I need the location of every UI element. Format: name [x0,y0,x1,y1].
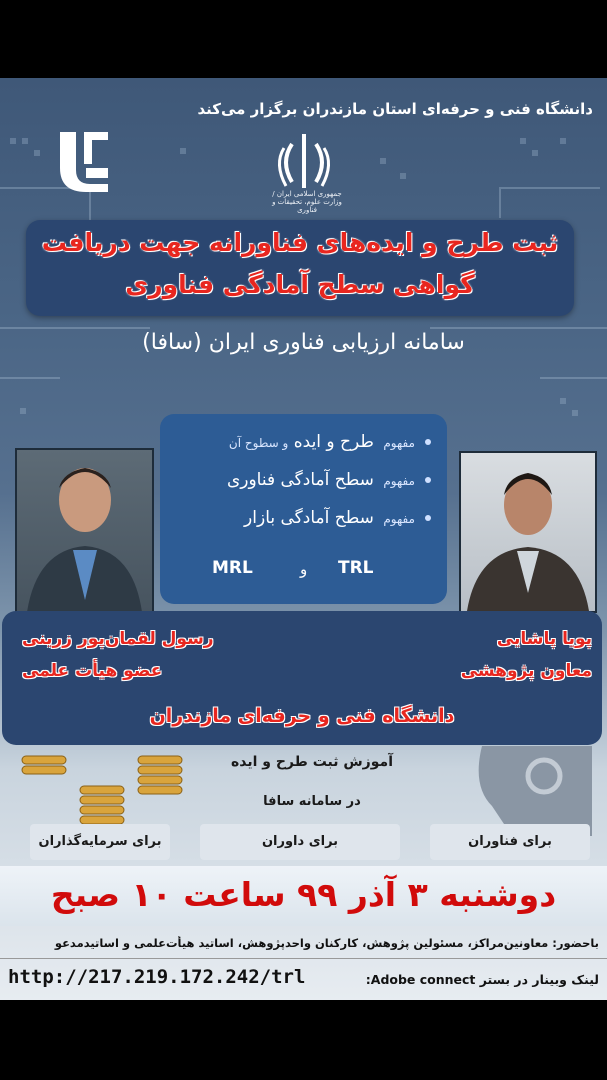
attendees-text: باحضور: معاونین‌مراکز، مسئولین پژوهش، کارکنان واحدپژوهش، اساتید هیأت‌علمی و اساتیدمدعو [54,936,599,950]
training-line-2: در سامانه سافا [263,794,361,809]
webinar-label: لینک وبینار در بستر Adobe connect: [365,972,599,987]
iran-emblem-icon [270,130,338,192]
and-label: و [300,560,308,578]
bullet-dot-icon [425,439,431,445]
trl-label: TRL [338,558,374,578]
person-right-icon [461,453,595,611]
bullet-dot-icon [425,477,431,483]
topic-text: سطح آمادگی فناوری [226,470,374,490]
organizer-text: دانشگاه فنی و حرفه‌ای استان مازندران برگزار می‌کند [197,100,593,118]
topics-box [160,414,447,604]
topic-item [227,470,431,496]
coins-icon [18,746,188,836]
topic-prefix: مفهوم [383,474,415,488]
mrl-label: MRL [212,558,253,578]
speaker-photo-right [459,451,597,613]
event-date: دوشنبه ۳ آذر ۹۹ ساعت ۱۰ صبح [50,875,557,914]
poster [0,78,607,1000]
topic-suffix: و سطوح آن [228,436,289,450]
subtitle: سامانه ارزیابی فناوری ایران (سافا) [142,330,465,355]
audience-investors: برای سرمایه‌گذاران [30,824,170,860]
title-line-1: ثبت طرح و ایده‌های فناورانه جهت دریافت [41,228,559,257]
speaker-right-role: معاون پژوهشی [460,661,592,681]
title-line-2: گواهی سطح آمادگی فناوری [125,270,475,299]
audience-technologists: برای فناوران [430,824,590,860]
divider [0,958,607,959]
webinar-link[interactable]: http://217.219.172.242/trl [8,966,306,988]
title-box [26,220,574,316]
speakers-box [2,611,602,745]
bullet-dot-icon [425,515,431,521]
speaker-left-role: عضو هیأت علمی [22,661,163,681]
person-left-icon [17,450,152,612]
topic-text: سطح آمادگی بازار [244,508,374,528]
emblem-caption: جمهوری اسلامی ایران / وزارت علوم، تحقیقات و فناوری [272,190,342,214]
audience-reviewers: برای داوران [200,824,400,860]
university-name: دانشگاه فنی و حرفه‌ای مازندران [149,705,455,727]
speaker-right-name: پویا پاشایی [496,629,592,649]
head-gears-icon [452,746,592,836]
speaker-left-name: رسول لقمان‌پور زرینی [22,629,214,649]
topic-item [225,432,431,458]
university-logo-icon [48,124,120,196]
topic-prefix: مفهوم [383,436,415,450]
speaker-photo-left [15,448,154,614]
topic-item [244,508,431,534]
topic-text: طرح و ایده [293,432,374,452]
training-line-1: آموزش ثبت طرح و ایده [230,754,393,770]
topic-prefix: مفهوم [383,512,415,526]
